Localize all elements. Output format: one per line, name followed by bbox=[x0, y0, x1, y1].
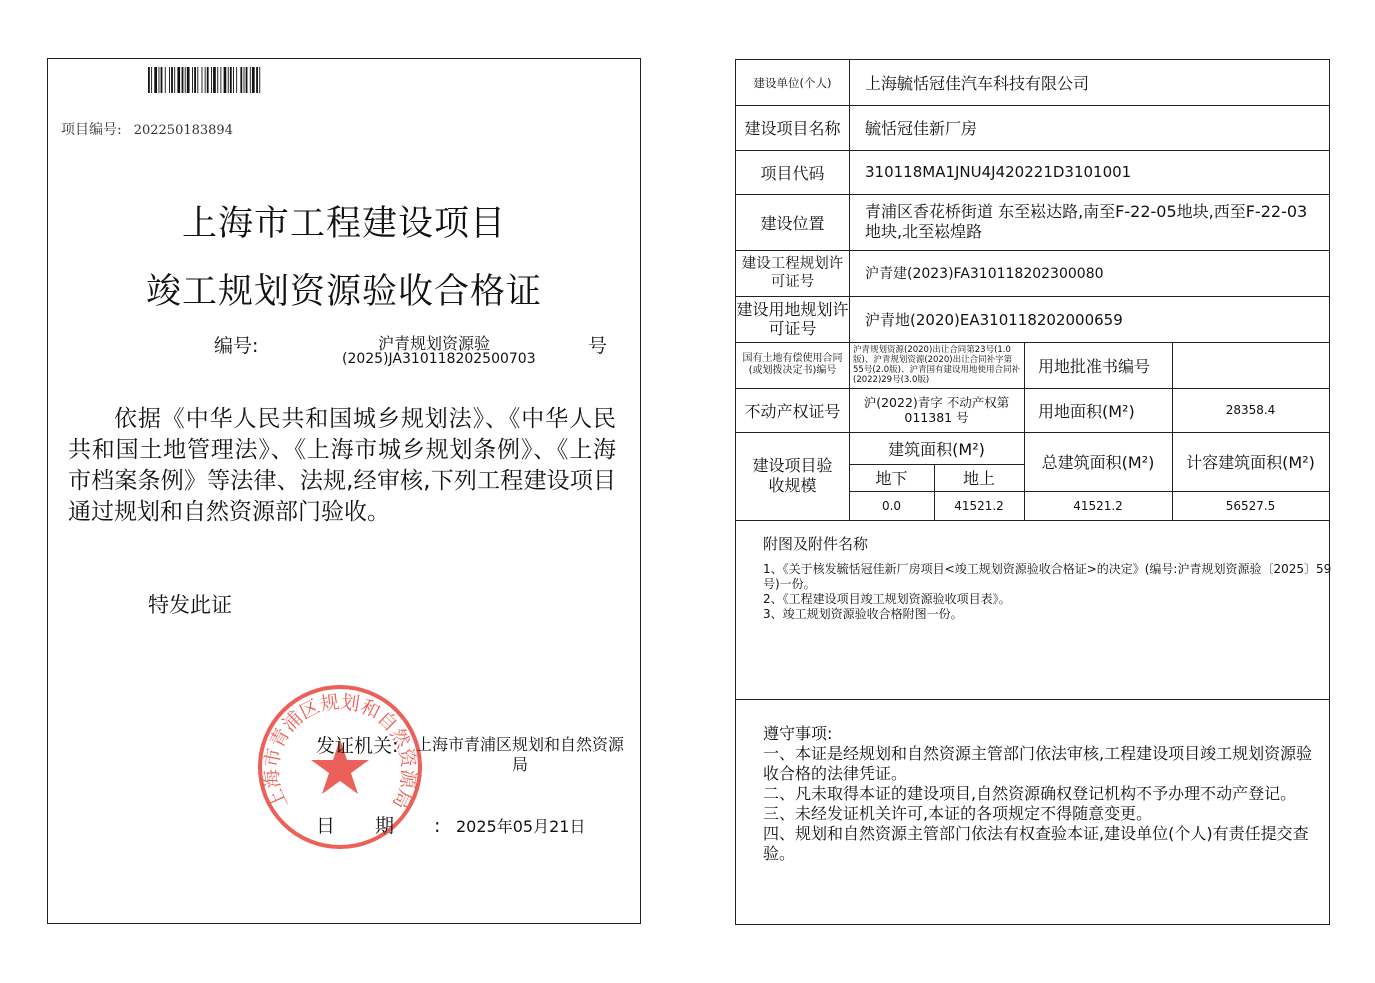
approval-label: 用地批准书编号 bbox=[1038, 356, 1151, 376]
aboveground-label: 地上 bbox=[962, 469, 995, 488]
barcode-bar bbox=[220, 67, 221, 93]
permit-label: 建设工程规划许可证号 bbox=[741, 256, 844, 290]
barcode-bar bbox=[236, 67, 237, 93]
barcode-bar bbox=[230, 67, 232, 93]
land-contract-label: 国有土地有偿使用合同(或划拨决定书)编号 bbox=[742, 353, 843, 376]
barcode-bar bbox=[148, 67, 150, 93]
underground-value: 0.0 bbox=[881, 498, 902, 513]
land-area-label: 用地面积(M²) bbox=[1038, 401, 1135, 421]
barcode-bar bbox=[159, 67, 160, 93]
far-area-label: 计容建筑面积(M²) bbox=[1186, 453, 1315, 472]
underground-label: 地下 bbox=[875, 469, 908, 488]
attachment-item: 2、《工程建设项目竣工规划资源验收项目表》。 bbox=[763, 592, 1011, 606]
issuer-value: 上海市青浦区规划和自然资源局 bbox=[416, 735, 625, 774]
barcode-bar bbox=[224, 67, 227, 93]
barcode-bar bbox=[174, 67, 175, 93]
far-area-value: 56527.5 bbox=[1225, 498, 1276, 513]
barcode-bar bbox=[171, 67, 173, 93]
location-label: 建设位置 bbox=[760, 213, 825, 233]
property-label: 不动产权证号 bbox=[744, 401, 841, 421]
seal-text: 上海市青浦区规划和自然资源局 bbox=[260, 691, 420, 813]
barcode-bar bbox=[205, 67, 206, 93]
barcode-bar bbox=[161, 67, 163, 93]
notice-title: 遵守事项: bbox=[763, 724, 833, 743]
barcode-bar bbox=[169, 67, 170, 93]
barcode-bar bbox=[250, 67, 251, 93]
land-permit-label: 建设用地规划许可证号 bbox=[736, 300, 849, 338]
barcode-bar bbox=[185, 67, 186, 93]
certificate-code-prefix: 沪青规划资源验 bbox=[378, 334, 491, 353]
certificate-code-label: 编号: bbox=[214, 335, 259, 357]
approval-value bbox=[1172, 342, 1329, 388]
barcode-bar bbox=[197, 67, 198, 93]
barcode-bar bbox=[256, 67, 258, 93]
project-code-value: 310118MA1JNU4J420221D3101001 bbox=[865, 163, 1132, 181]
barcode-bar bbox=[211, 67, 212, 93]
certificate-title-line1: 上海市工程建设项目 bbox=[181, 204, 506, 244]
builder-value: 上海毓恬冠佳汽车科技有限公司 bbox=[865, 74, 1090, 93]
notice-section bbox=[763, 724, 1323, 864]
barcode-bar bbox=[165, 67, 166, 93]
barcode-bar bbox=[246, 67, 248, 93]
land-area-value: 28358.4 bbox=[1225, 403, 1276, 417]
barcode-bar bbox=[202, 67, 203, 93]
attachment-item: 1、《关于核发毓恬冠佳新厂房项目<竣工规划资源验收合格证>的决定》(编号:沪青规划资源验〔2025〕59号)一份。 bbox=[763, 562, 1332, 591]
certificate-body: 依据《中华人民共和国城乡规划法》、《中华人民共和国土地管理法》、《上海市城乡规划条例》、《上海市档案条例》等法律、法规,经审核,下列工程建设项目通过规划和自然资源部门验收。 bbox=[68, 406, 616, 525]
barcode-bar bbox=[182, 67, 184, 93]
barcode-bar bbox=[240, 67, 242, 93]
project-code-label: 项目代码 bbox=[760, 163, 825, 183]
land-permit-value: 沪青地(2020)EA310118202000659 bbox=[865, 310, 1123, 329]
notice-item: 二、凡未取得本证的建设项目,自然资源确权登记机构不予办理不动产登记。 bbox=[763, 784, 1297, 803]
certificate-front bbox=[47, 58, 641, 924]
barcode-bar bbox=[244, 67, 245, 93]
total-area-value: 41521.2 bbox=[1073, 498, 1123, 513]
barcode-bar bbox=[233, 67, 234, 93]
scale-label: 建设项目验收规模 bbox=[752, 456, 833, 495]
date-label: 日期: bbox=[316, 815, 481, 837]
barcode-bar bbox=[151, 67, 152, 93]
notice-item: 四、规划和自然资源主管部门依法有权查验本证,建设单位(个人)有责任提交查验。 bbox=[763, 824, 1309, 863]
certificate-code-number: (2025)JA310118202500703 bbox=[342, 351, 536, 367]
certificate-back bbox=[735, 59, 1330, 925]
barcode-bar bbox=[213, 67, 216, 93]
barcode-bar bbox=[228, 67, 229, 93]
barcode-bar bbox=[187, 67, 190, 93]
barcode-bar bbox=[177, 67, 180, 93]
certificate-special: 特发此证 bbox=[148, 593, 232, 617]
notice-item: 三、未经发证机关许可,本证的各项规定不得随意变更。 bbox=[763, 804, 1153, 823]
barcode-bar bbox=[154, 67, 157, 93]
attachments-title: 附图及附件名称 bbox=[763, 535, 869, 553]
project-number-value: 202250183894 bbox=[133, 123, 233, 138]
barcode bbox=[148, 67, 323, 93]
build-area-label: 建筑面积(M²) bbox=[888, 439, 985, 459]
location-value: 青浦区香花桥街道 东至崧达路,南至F-22-05地块,西至F-22-03地块,北至崧煌路 bbox=[865, 202, 1308, 241]
attachment-item: 3、竣工规划资源验收合格附图一份。 bbox=[763, 607, 963, 621]
date-value: 2025年05月21日 bbox=[456, 817, 586, 836]
barcode-bar bbox=[259, 67, 260, 93]
notice-item: 一、本证是经规划和自然资源主管部门依法审核,工程建设项目竣工规划资源验收合格的法律凭证。 bbox=[763, 744, 1313, 783]
land-contract-value: 沪青规划资源(2020)出让合同第23号(1.0版)、沪青规划资源(2020)出让合同补字第55号(2.0版)、沪青国有建设用地使用合同补(2022)29号(3.0版) bbox=[853, 345, 1020, 385]
property-value: 沪(2022)青字 不动产权第011381 号 bbox=[863, 395, 1010, 425]
project-number bbox=[61, 119, 233, 139]
barcode-bar bbox=[192, 67, 193, 93]
project-number-label: 项目编号: bbox=[61, 122, 122, 138]
issuer-label: 发证机关: bbox=[316, 735, 399, 757]
aboveground-value: 41521.2 bbox=[954, 498, 1004, 513]
project-name-label: 建设项目名称 bbox=[744, 119, 841, 138]
attachments-list bbox=[763, 562, 1333, 622]
permit-value: 沪青建(2023)FA310118202300080 bbox=[865, 266, 1104, 282]
barcode-bar bbox=[252, 67, 255, 93]
barcode-bar bbox=[207, 67, 209, 93]
barcode-bar bbox=[194, 67, 196, 93]
builder-label: 建设单位(个人) bbox=[753, 75, 832, 90]
project-name-value: 毓恬冠佳新厂房 bbox=[865, 119, 978, 138]
barcode-bar bbox=[217, 67, 218, 93]
certificate-code-suffix: 号 bbox=[588, 335, 608, 357]
certificate-title-line2: 竣工规划资源验收合格证 bbox=[145, 272, 542, 312]
total-area-label: 总建筑面积(M²) bbox=[1041, 453, 1155, 472]
